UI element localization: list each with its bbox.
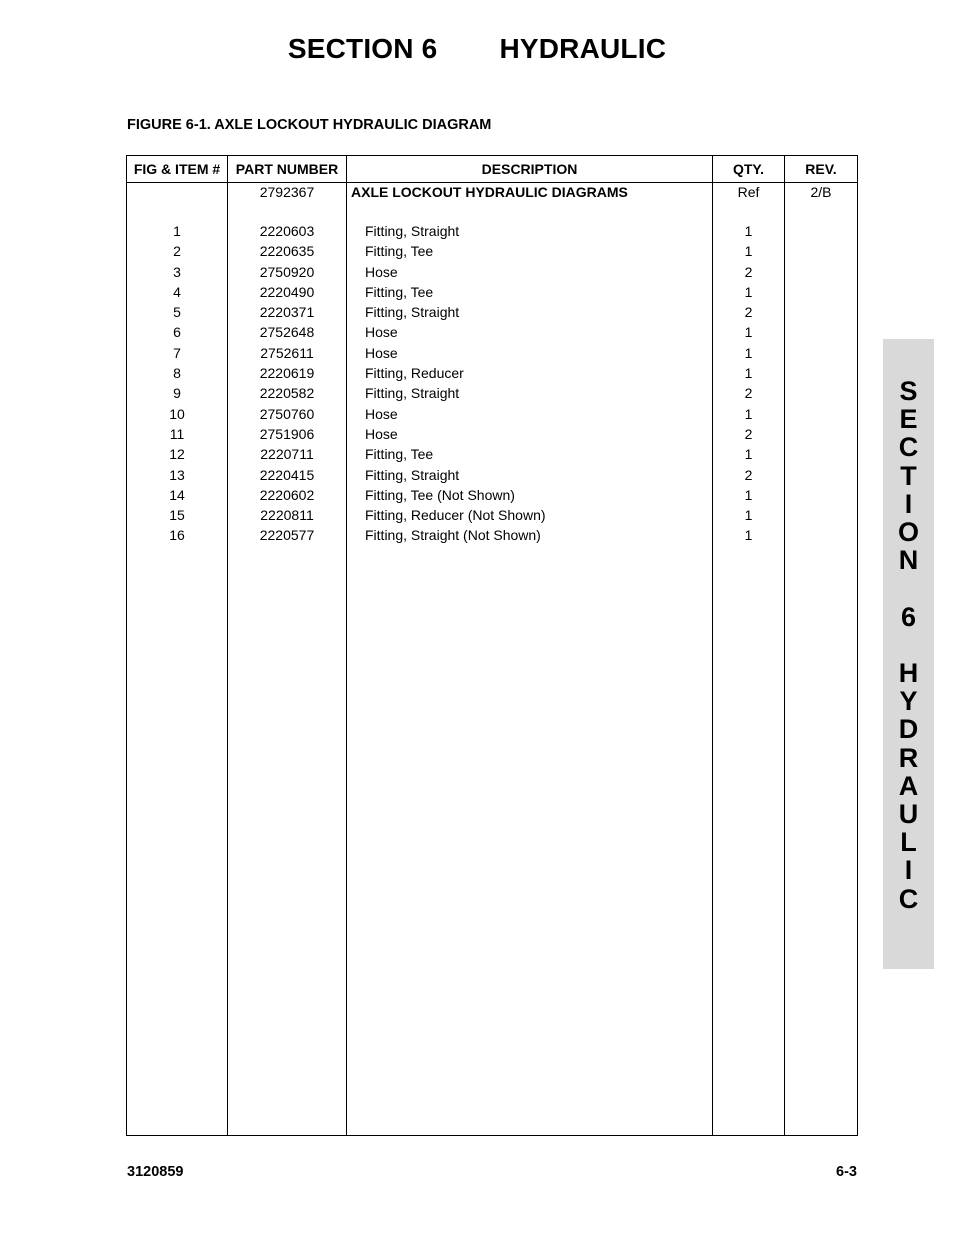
row-qty: 1 [713, 322, 785, 342]
page-title [0, 33, 954, 65]
assembly-qty: Ref [713, 183, 785, 202]
row-qty: 2 [713, 424, 785, 444]
table-row [127, 363, 858, 383]
row-qty: 1 [713, 241, 785, 261]
side-tab-letter: R [898, 742, 919, 773]
side-tab-letter: U [898, 799, 919, 830]
table-row [127, 485, 858, 505]
side-tab-letter: I [904, 855, 913, 886]
side-tab-letter: H [898, 658, 919, 688]
table-row [127, 262, 858, 282]
row-fig: 9 [127, 383, 228, 403]
table-row [127, 221, 858, 241]
row-qty: 1 [713, 485, 785, 505]
row-part: 2220577 [228, 525, 347, 545]
row-part: 2220711 [228, 444, 347, 464]
row-fig: 5 [127, 302, 228, 322]
row-qty: 1 [713, 221, 785, 241]
side-tab-letter: I [904, 488, 913, 519]
row-part: 2220602 [228, 485, 347, 505]
table-row [127, 322, 858, 342]
table-row [127, 525, 858, 545]
row-rev [785, 485, 858, 505]
row-part: 2220415 [228, 465, 347, 485]
side-tab-letter: O [897, 517, 919, 548]
side-tab-letter: S [899, 376, 918, 406]
side-tab-letter: D [898, 714, 919, 745]
table-row [127, 465, 858, 485]
assembly-part: 2792367 [228, 183, 347, 202]
row-rev [785, 444, 858, 464]
row-fig: 8 [127, 363, 228, 383]
row-qty: 1 [713, 363, 785, 383]
assembly-fig [127, 183, 228, 202]
section-side-tab [883, 339, 934, 969]
column-header-qty: QTY. [713, 156, 785, 183]
section-name: HYDRAULIC [499, 33, 667, 64]
row-part: 2220603 [228, 221, 347, 241]
row-qty: 1 [713, 404, 785, 424]
row-rev [785, 424, 858, 444]
side-tab-letter [883, 574, 934, 602]
row-part: 2751906 [228, 424, 347, 444]
row-description: Hose [347, 322, 713, 342]
row-fig: 6 [127, 322, 228, 342]
row-rev [785, 465, 858, 485]
table-row [127, 241, 858, 261]
parts-table [126, 155, 858, 1136]
row-qty: 2 [713, 302, 785, 322]
side-tab-letter: A [898, 770, 919, 801]
side-tab-letter: C [898, 883, 919, 914]
table-header-row [127, 156, 858, 183]
section-label: SECTION 6 [287, 33, 438, 64]
table-row [127, 383, 858, 403]
row-description: Hose [347, 404, 713, 424]
row-description: Fitting, Tee [347, 241, 713, 261]
row-description: Fitting, Tee (Not Shown) [347, 485, 713, 505]
row-description: Fitting, Straight [347, 465, 713, 485]
spacer-row [127, 201, 858, 221]
column-header-rev: REV. [785, 156, 858, 183]
row-part: 2220490 [228, 282, 347, 302]
row-part: 2750920 [228, 262, 347, 282]
row-part: 2220619 [228, 363, 347, 383]
row-fig: 13 [127, 465, 228, 485]
assembly-description: AXLE LOCKOUT HYDRAULIC DIAGRAMS [347, 183, 713, 202]
row-part: 2752611 [228, 343, 347, 363]
side-tab-letter [883, 631, 934, 659]
row-fig: 4 [127, 282, 228, 302]
row-qty: 1 [713, 525, 785, 545]
row-rev [785, 404, 858, 424]
page-number: 6-3 [836, 1164, 857, 1180]
figure-title: FIGURE 6-1. AXLE LOCKOUT HYDRAULIC DIAGRAM [127, 117, 492, 133]
row-rev [785, 262, 858, 282]
side-tab-letter: T [900, 460, 917, 491]
row-fig: 15 [127, 505, 228, 525]
assembly-rev: 2/B [785, 183, 858, 202]
row-description: Hose [347, 262, 713, 282]
side-tab-letters [883, 377, 934, 913]
row-description: Fitting, Straight [347, 383, 713, 403]
table-row [127, 404, 858, 424]
row-fig: 14 [127, 485, 228, 505]
row-part: 2220635 [228, 241, 347, 261]
row-part: 2220371 [228, 302, 347, 322]
row-description: Fitting, Straight [347, 221, 713, 241]
table-row [127, 302, 858, 322]
row-fig: 12 [127, 444, 228, 464]
column-header-part: PART NUMBER [228, 156, 347, 183]
row-rev [785, 383, 858, 403]
row-qty: 2 [713, 465, 785, 485]
table-row [127, 505, 858, 525]
side-tab-letter: N [898, 545, 919, 576]
row-rev [785, 221, 858, 241]
row-part: 2750760 [228, 404, 347, 424]
row-qty: 1 [713, 505, 785, 525]
row-rev [785, 282, 858, 302]
column-header-fig: FIG & ITEM # [127, 156, 228, 183]
table-row [127, 343, 858, 363]
row-qty: 2 [713, 262, 785, 282]
row-qty: 1 [713, 444, 785, 464]
row-qty: 2 [713, 383, 785, 403]
row-fig: 1 [127, 221, 228, 241]
side-tab-letter: 6 [900, 601, 917, 632]
filler-row [127, 546, 858, 1136]
row-description: Fitting, Straight [347, 302, 713, 322]
table-row [127, 424, 858, 444]
row-rev [785, 505, 858, 525]
row-description: Hose [347, 343, 713, 363]
row-fig: 10 [127, 404, 228, 424]
row-fig: 7 [127, 343, 228, 363]
column-header-description: DESCRIPTION [347, 156, 713, 183]
row-fig: 2 [127, 241, 228, 261]
row-description: Fitting, Tee [347, 444, 713, 464]
document-number: 3120859 [127, 1164, 184, 1180]
row-fig: 3 [127, 262, 228, 282]
table-row [127, 282, 858, 302]
row-description: Fitting, Tee [347, 282, 713, 302]
row-description: Fitting, Reducer (Not Shown) [347, 505, 713, 525]
side-tab-letter: Y [899, 686, 918, 717]
side-tab-letter: L [900, 827, 917, 858]
side-tab-letter: C [898, 432, 919, 463]
row-rev [785, 302, 858, 322]
row-rev [785, 241, 858, 261]
row-fig: 11 [127, 424, 228, 444]
row-rev [785, 322, 858, 342]
row-part: 2752648 [228, 322, 347, 342]
row-part: 2220582 [228, 383, 347, 403]
row-description: Fitting, Reducer [347, 363, 713, 383]
row-qty: 1 [713, 343, 785, 363]
table-row [127, 444, 858, 464]
row-description: Hose [347, 424, 713, 444]
row-part: 2220811 [228, 505, 347, 525]
row-fig: 16 [127, 525, 228, 545]
row-rev [785, 363, 858, 383]
assembly-row [127, 183, 858, 202]
row-description: Fitting, Straight (Not Shown) [347, 525, 713, 545]
row-rev [785, 343, 858, 363]
row-qty: 1 [713, 282, 785, 302]
side-tab-letter: E [899, 404, 918, 435]
row-rev [785, 525, 858, 545]
